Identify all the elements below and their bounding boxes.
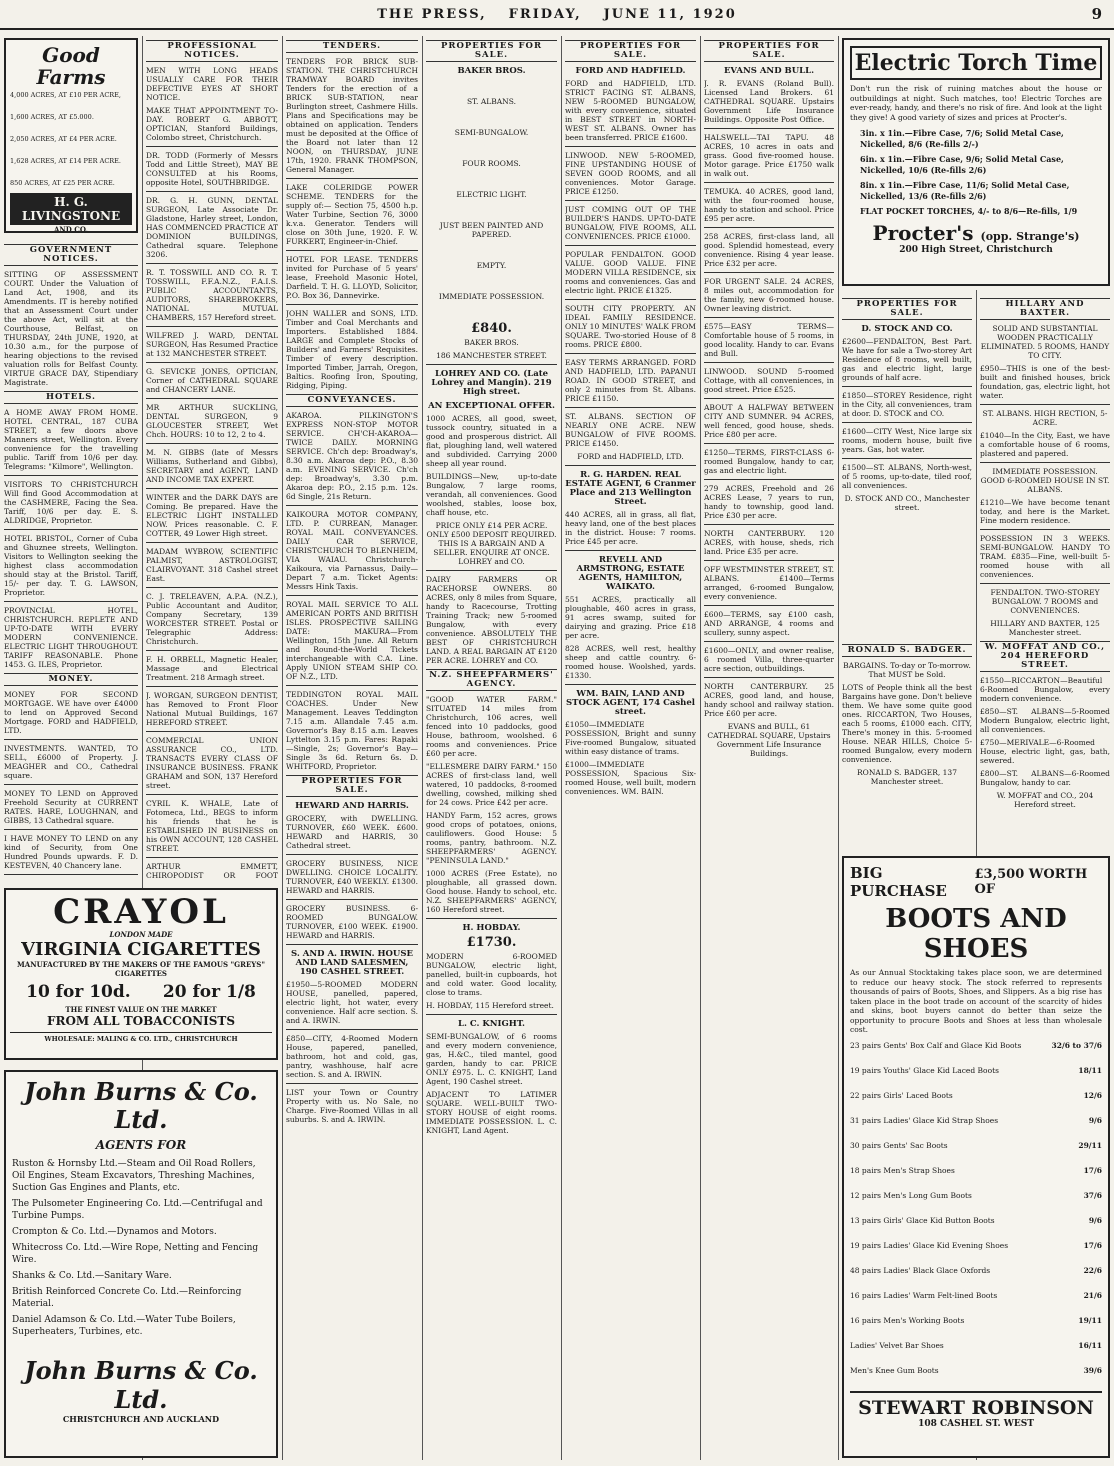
boots-item: Men's Knee Gum Boots (850, 1365, 939, 1375)
column-5 (565, 36, 696, 1458)
john-burns-ad (4, 1070, 278, 1458)
listing: SOLID AND SUBSTANTIAL WOODEN PRACTICALLY ELIMINATED. 5 ROOMS, HANDY TO CITY. (980, 324, 1110, 360)
listing-line: FOUR ROOMS. (462, 159, 521, 168)
procters-brand: Procter's (872, 221, 974, 245)
agent-name: S. AND A. IRWIN. HOUSE AND LAND SALESMEN, 190 CASHEL STREET. (291, 949, 413, 977)
tender: LAKE COLERIDGE POWER SCHEME. TENDERS for the supply of:— Section 75, 4500 h.p. Water Turbine, Section 76, 3000 k.v.a. Generator. Tenders will close on 30th June, 1920. F. W. FURKERT, Engineer-in-Chief. (286, 183, 418, 246)
agency-item: Ruston & Hornsby Ltd.—Steam and Oil Road Rollers, Oil Engines, Steam Excavators, Threshing Machines, Suction Gas Engines and Plants, etc. (12, 1159, 256, 1193)
notice: C. J. TRELEAVEN, A.P.A. (N.Z.), Public Accountant and Auditor, Company Secretary, 139 WORCESTER STREET. Postal or Telegraphic Address: Christchurch. (146, 592, 278, 646)
listing: £950—THIS is one of the best-built and finished houses, brick foundation, gas, electric light, hot water. (980, 364, 1110, 400)
listing-line: ST. ALBANS. (467, 97, 516, 106)
john-burns-footer: John Burns & Co. Ltd. (24, 1356, 258, 1414)
notice: WINTER and the DARK DAYS are Coming. Be prepared. Have the ELECTRIC LIGHT INSTALLED NOW. Prices reasonable. C. F. COTTER, 49 Lower High street. (146, 493, 278, 538)
boots-price-row (850, 1266, 1102, 1275)
crayol-makers: MANUFACTURED BY THE MAKERS OF THE FAMOUS "GREYS" CIGARETTES (17, 960, 265, 978)
column-2 (146, 36, 278, 878)
money-ad: MONEY TO LEND on Approved Freehold Security at CURRENT RATES. HARE, LOUGHNAN, and GIBBS, 13 Cathedral square. (4, 789, 138, 825)
professional-notices-heading: PROFESSIONAL NOTICES. (146, 40, 278, 62)
boots-price: 22/6 (1083, 1265, 1102, 1275)
crayol-wholesale: WHOLESALE: MALING & CO. LTD., CHRISTCHURCH (10, 1032, 272, 1043)
crayol-made: LONDON MADE (109, 930, 173, 939)
notice: WILFRED J. WARD, DENTAL SURGEON, Has Resumed Practice at 132 MANCHESTER STREET. (146, 331, 278, 358)
listing: EASY TERMS ARRANGED. FORD AND HADFIELD, LTD. PAPANUI ROAD. IN GOOD STREET, and only 2 minutes from St. Albans. PRICE £1150. (565, 358, 696, 403)
conveyance: KAIKOURA MOTOR COMPANY, LTD. P. CURREAN, Manager. ROYAL MAIL CONVEYANCES. DAILY CAR SERVICE, CHRISTCHURCH TO BLENHEIM, VIA WAIAU. Christchurch-Kaikoura, via Parnassus, Daily—Depart 7 a.m. Ticket Agents: Messrs Hink Taxis. (286, 510, 418, 591)
boots-item: 19 pairs Ladies' Glace Kid Evening Shoes (850, 1240, 1009, 1250)
notice: R. T. TOSSWILL AND CO. R. T. TOSSWILL, F.F.A.N.Z., F.A.I.S. PUBLIC ACCOUNTANTS, AUDITORS, SHAREBROKERS, NATIONAL MUTUAL CHAMBERS, 157 Hereford street. (146, 268, 278, 322)
agent-address: RONALD S. BADGER, 137 Manchester street. (857, 768, 957, 786)
listing: IMMEDIATE POSSESSION. GOOD 6-ROOMED HOUSE IN ST. ALBANS. (980, 467, 1110, 494)
good-farms-title: Good Farms (36, 43, 106, 89)
boots-price: 29/11 (1078, 1140, 1102, 1150)
agent-address: 186 MANCHESTER STREET. (436, 351, 547, 360)
listing: £1040—In the City, East, we have a comfortable house of 6 rooms, plastered and papered. (980, 431, 1110, 458)
farm-line: 4,000 ACRES, AT £10 PER ACRE, (10, 91, 121, 99)
listing: £1950—5-ROOMED MODERN HOUSE, panelled, papered, electric light, hot water, every convenience. Half acre section. S. and A. IRWIN. (286, 980, 418, 1025)
money-ad: INVESTMENTS. WANTED, TO SELL, £6000 of Property. J. MEAGHER and CO., Cathedral square. (4, 744, 138, 780)
agent-heading: W. MOFFAT AND CO., 204 HEREFORD STREET. (980, 641, 1110, 672)
agents-for-label: AGENTS FOR (95, 1138, 187, 1152)
provincial-hotel-ad: PROVINCIAL HOTEL, CHRISTCHURCH. REPLETE AND UP-TO-DATE WITH EVERY MODERN CONVENIENCE. ELECTRIC LIGHT THROUGHOUT. TARIFF REASONABLE. Phone 1453. G. ILES, Proprietor. (4, 606, 138, 669)
agent-name: LOHREY AND CO. (Late Lohrey and Mangin). 219 High street. (431, 369, 552, 397)
boots-item: 13 pairs Girls' Glace Kid Button Boots (850, 1215, 995, 1225)
procters-address: 200 High Street, Christchurch (899, 245, 1053, 255)
listing: 1000 ACRES, all good, sweet, tussock country, situated in a good and prosperous district. All flat, ploughing land, well watered and subdivided. Carrying 2000 sheep all year round. (426, 414, 557, 468)
listing: £600—TERMS, say £100 cash, AND ARRANGE, 4 rooms and scullery, sunny aspect. (704, 610, 834, 637)
boots-price: 21/6 (1083, 1290, 1102, 1300)
boots-price-row (850, 1316, 1102, 1325)
agency-item: Crompton & Co. Ltd.—Dynamos and Motors. (12, 1227, 217, 1237)
notice: MEN WITH LONG HEADS USUALLY CARE FOR THEIR DEFECTIVE EYES AT SHORT NOTICE. (146, 66, 278, 102)
tender: TENDERS FOR BRICK SUB-STATION. THE CHRISTCHURCH TRAMWAY BOARD invites Tenders for the erection of a BRICK SUB-STATION, near Burlington street, Cashmere Hills. Plans and Specifications may be obtained on application. Tenders must be deposited at the Office of the Board not later than 12 NOON, on THURSDAY, JUNE 17th, 1920. FRANK THOMPSON, General Manager. (286, 57, 418, 174)
torch-price: 3in. x 1in.—Fibre Case, 7/6; Solid Metal Case, Nickelled, 8/6 (Re-fills 2/-) (860, 128, 1064, 149)
notice: F. H. ORBELL, Magnetic Healer, Massage and Electrical Treatment. 218 Armagh street. (146, 655, 278, 682)
boots-item: 23 pairs Gents' Box Calf and Glace Kid Boots (850, 1040, 1022, 1050)
agent-heading: HILLARY AND BAXTER. (980, 298, 1110, 320)
column-divider (282, 36, 283, 1460)
good-farms-ad (4, 38, 138, 233)
listing: £1500—ST. ALBANS, North-west, of 5 rooms, up-to-date, tiled roof, all conveniences. (842, 463, 972, 490)
boots-price: 32/6 to 37/6 (1051, 1040, 1102, 1050)
boots-price-row (850, 1291, 1102, 1300)
listing: SOUTH CITY PROPERTY. AN IDEAL FAMILY RESIDENCE. ONLY 10 MINUTES' WALK FROM SQUARE. Two-storied House of 8 rooms. PRICE £800. (565, 304, 696, 349)
boots-price-row (850, 1141, 1102, 1150)
listing: 440 ACRES, all in grass, all flat, heavy land, one of the best places in the district. House: 7 rooms. Price £45 per acre. (565, 510, 696, 546)
hotel-central-ad: A HOME AWAY FROM HOME. HOTEL CENTRAL, 187 CUBA STREET, a few doors above Manners street, Wellington. Every convenience for the travelling public. Tariff from 10/6 per day. Telegrams: "Kilmore", Wellington. (4, 408, 138, 471)
listing-line: ELECTRIC LIGHT. (456, 190, 527, 199)
listing: 279 ACRES, Freehold and 26 ACRES Lease, 7 years to run, handy to township, good land. Price £30 per acre. (704, 484, 834, 520)
electric-torch-ad (842, 38, 1110, 286)
listing-line: IMMEDIATE POSSESSION. (438, 292, 545, 301)
boots-title: BOOTS AND SHOES (885, 904, 1067, 964)
listing: £1600—ONLY, and owner realise, 6 roomed Villa, three-quarter acre section, outbuildings. (704, 646, 834, 673)
livingstone-sub: AND CO. (53, 225, 89, 233)
listing: FOR URGENT SALE. 24 ACRES, 8 miles out, accommodation for the family, new 6-roomed house. Owner leaving district. (704, 277, 834, 313)
listing: 258 ACRES, first-class land, all good. Splendid homestead, every convenience. Rising 4 year lease. Price £32 per acre. (704, 232, 834, 268)
crayol-price-20: 20 for 1/8 (162, 982, 256, 1002)
listing-price: £1730. (466, 935, 517, 950)
column-6 (704, 36, 834, 1458)
listing: LOTS of People think all the best Bargains have gone. Don't believe them. We have some quite good ones. RICCARTON, Two Houses, each 5 rooms, £1000 each. CITY, There's money in this. 5-roomed House. NEAR HILLS, Choice 5-roomed Bungalow, every modern convenience. (842, 683, 972, 764)
masthead (0, 0, 1114, 30)
listing: £850—CITY, 4-Roomed Modern House, papered, panelled, bathroom, hot and cold, gas, pantry, washhouse, half acre section. S. and A. IRWIN. (286, 1034, 418, 1079)
listing: BUILDINGS—New, up-to-date Bungalow, 7 large rooms, verandah, all conveniences. Good woolshed, stables, loose box, chaff house, etc. (426, 472, 557, 517)
boots-price-row (850, 1216, 1102, 1225)
boots-price: 17/6 (1083, 1165, 1102, 1175)
agent-name: H. HOBDAY. (462, 923, 521, 933)
listing: £2600—FENDALTON, Best Part. We have for sale a Two-storey Art Residence of 8 rooms, well built, gas and electric light, large grounds of half acre. (842, 337, 972, 382)
listing: ABOUT A HALFWAY BETWEEN CITY AND SUMNER. 94 ACRES, well fenced, good house, sheds. Price £80 per acre. (704, 403, 834, 439)
boots-item: 48 pairs Ladies' Black Glace Oxfords (850, 1265, 991, 1275)
listing: FORD and HADFIELD, LTD. STRICT FACING ST. ALBANS, NEW 5-ROOMED BUNGALOW, with every convenience, situated in BEST STREET in NORTH-WEST ST. ALBANS. Owner has been transferred. PRICE £1600. (565, 79, 696, 142)
agent-name: EVANS AND BULL. (723, 66, 815, 76)
boots-item: 30 pairs Gents' Sac Boots (850, 1140, 948, 1150)
column-divider (422, 36, 423, 1460)
hotel-bristol-ad: HOTEL BRISTOL, Corner of Cuba and Ghuznee streets, Wellington. Visitors to Wellington seeking the highest class accommodation should stay at the Bristol. Tariff, 15/- per day. T. G. LAWSON, Proprietor. (4, 534, 138, 597)
boots-item: Ladies' Velvet Bar Shoes (850, 1340, 944, 1350)
boots-item: 12 pairs Men's Long Gum Boots (850, 1190, 972, 1200)
listing-line: JUST BEEN PAINTED AND PAPERED. (439, 221, 544, 239)
notice: J. WORGAN, SURGEON DENTIST, has Removed to Front Floor National Mutual Buildings, 167 HEREFORD STREET. (146, 691, 278, 727)
properties-heading: PROPERTIES FOR SALE. (565, 40, 696, 62)
boots-item: 16 pairs Men's Working Boots (850, 1315, 965, 1325)
boots-price-row (850, 1066, 1102, 1075)
agent-name: D. STOCK AND CO. (861, 324, 953, 334)
agent-heading: N.Z. SHEEPFARMERS' AGENCY. (426, 669, 557, 691)
torch-price: FLAT POCKET TORCHES, 4/- to 8/6—Re-fills, 1/9 (860, 206, 1078, 216)
listing: £1600—CITY West, Nice large six rooms, modern house, built five years. Gas, hot water. (842, 427, 972, 454)
column-divider (561, 36, 562, 1460)
agent-address: H. HOBDAY, 115 Hereford street. (426, 1001, 554, 1010)
agent-address: HILLARY AND BAXTER, 125 Manchester street. (990, 619, 1100, 637)
crayol-price-10: 10 for 10d. (26, 982, 131, 1002)
agent-name: WM. BAIN, LAND AND STOCK AGENT, 174 Cashel street. (566, 689, 695, 717)
money-ad: I HAVE MONEY TO LEND on any kind of Security, from One Hundred Pounds upwards. F. D. KESTEVEN, 40 Chancery lane. (4, 834, 138, 870)
torch-price: 6in. x 1in.—Fibre Case, 9/6; Solid Metal Case, Nickelled, 10/6 (Re-fills 2/6) (860, 154, 1064, 175)
listing: LINWOOD. SOUND 5-roomed Cottage, with all conveniences, in good street. Price £525. (704, 367, 834, 394)
boots-price: 12/6 (1083, 1090, 1102, 1100)
farm-line: 2,050 ACRES, AT £4 PER ACRE. (10, 135, 117, 143)
government-notices-heading: GOVERNMENT NOTICES. (4, 244, 138, 266)
listing: ST. ALBANS. SECTION OF NEARLY ONE ACRE. NEW BUNGALOW of FIVE ROOMS. PRICE £1450. (565, 412, 696, 448)
livingstone-brand: H. G. LIVINGSTONE (10, 193, 132, 225)
boots-price: 19/11 (1078, 1315, 1102, 1325)
boots-item: 16 pairs Ladies' Warm Felt-lined Boots (850, 1290, 998, 1300)
boots-top: BIG PURCHASE (850, 864, 947, 900)
stewart-robinson-address: 108 CASHEL ST. WEST (918, 1418, 1034, 1429)
boots-price-row (850, 1191, 1102, 1200)
notice: COMMERCIAL UNION ASSURANCE CO., LTD. TRANSACTS EVERY CLASS OF INSURANCE BUSINESS. FRANK GRAHAM and SON, 137 Hereford street. (146, 736, 278, 790)
notice: ARTHUR EMMETT, CHIROPODIST OR FOOT (146, 862, 278, 878)
listing: SEMI-BUNGALOW, of 6 rooms and every modern convenience, gas, H.&C., tiled mantel, good garden, handy to car. PRICE ONLY £975. L. C. KNIGHT, Land Agent, 190 Cashel street. (426, 1032, 557, 1086)
listing-line: SEMI-BUNGALOW. (454, 128, 529, 137)
boots-price: 37/6 (1083, 1190, 1102, 1200)
agent-name: REVELL AND ARMSTRONG, ESTATE AGENTS, HAMILTON, WAIKATO. (576, 555, 685, 592)
stewart-robinson-brand: STEWART ROBINSON (850, 1391, 1102, 1419)
listing: TEMUKA. 40 ACRES, good land, with the four-roomed house, handy to station and school. Price £95 per acre. (704, 187, 834, 223)
torch-title: Electric Torch Time (850, 46, 1102, 80)
listing: £1850—STOREY Residence, right in the City, all conveniences, tram at door. D. STOCK and CO. (842, 391, 972, 418)
boots-item: 31 pairs Ladies' Glace Kid Strap Shoes (850, 1115, 999, 1125)
column-7-lower (842, 640, 972, 848)
agent-name: R. G. HARDEN. REAL ESTATE AGENT, 6 Cranmer Place and 213 Wellington Street. (565, 470, 696, 507)
agency-item: Whitecross Co. Ltd.—Wire Rope, Netting and Fencing Wire. (12, 1243, 259, 1265)
torch-intro: Don't run the risk of ruining matches about the house or outbuildings at night. Such matches, too! Electric Torches are ever-ready, handy, and there's no risk of fire. And look at the light they give! A good variety of sizes and prices at Procter's. (850, 84, 1102, 122)
properties-heading: PROPERTIES FOR SALE. (704, 40, 834, 62)
notice: CYRIL K. WHALE, Late of Fotomeca, Ltd., BEGS to inform his friends that he is ESTABLISHED IN BUSINESS on his OWN ACCOUNT, 128 CASHEL STREET. (146, 799, 278, 853)
agent-name: FORD AND HADFIELD. (575, 66, 686, 76)
column-4 (426, 36, 557, 1458)
listing: ADJACENT TO LATIMER SQUARE. WELL-BUILT TWO-STORY HOUSE of eight rooms. IMMEDIATE POSSESSION. L. C. KNIGHT, Land Agent. (426, 1090, 557, 1135)
torch-price: 8in. x 1in.—Fibre Case, 11/6; Solid Metal Case, Nickelled, 13/6 (Re-fills 2/6) (860, 180, 1070, 201)
farm-line: 1,628 ACRES, AT £14 PER ACRE. (10, 157, 121, 165)
john-burns-heading: John Burns & Co. Ltd. (24, 1077, 258, 1134)
listing: JUST COMING OUT OF THE BUILDER'S HANDS. UP-TO-DATE BUNGALOW, FIVE ROOMS, ALL CONVENIENCES. PRICE £1000. (565, 205, 696, 241)
listing: LINWOOD. NEW 5-ROOMED, FINE UPSTANDING HOUSE of SEVEN GOOD ROOMS, and all conveniences. Motor Garage. PRICE £1250. (565, 151, 696, 196)
boots-price-row (850, 1341, 1102, 1350)
listing: NORTH CANTERBURY. 25 ACRES, good land, and house, handy school and railway station. Price £60 per acre. (704, 682, 834, 718)
listing: £1050—IMMEDIATE POSSESSION, Bright and sunny Five-roomed Bungalow, situated within easy distance of trams. (565, 720, 696, 756)
agent-heading: RONALD S. BADGER. (842, 644, 972, 657)
agency-item: British Reinforced Concrete Co. Ltd.—Reinforcing Material. (12, 1287, 242, 1309)
listing: £1250—TERMS, FIRST-CLASS 6-roomed Bungalow, handy to car, gas and electric light. (704, 448, 834, 475)
boots-price-list (850, 1041, 1102, 1375)
money-heading: MONEY. (4, 673, 138, 686)
notice: DR. G. H. GUNN, DENTAL SURGEON, Late Associate Dr. Gladstone, Harley street, London, HAS COMMENCED PRACTICE AT DOMINION BUILDINGS, Cathedral square. Telephone 3206. (146, 196, 278, 259)
farm-line: 850 ACRES, AT £25 PER ACRE. (10, 179, 115, 187)
assessment-court-notice: SITTING OF ASSESSMENT COURT. Under the Valuation of Land Act, 1908, and its Amendments. IT is hereby notified that an Assessment Court under the above Act, will sit at the Courthouse, Belfast, on THURSDAY, 24th JUNE, 1920, at 10.30 a.m., for the purpose of hearing objections to the revised valuation rolls for Belfast County. VIRTUE GRACE DAY, Stipendiary Magistrate. (4, 270, 138, 387)
listing: POSSESSION IN 3 WEEKS. SEMI-BUNGALOW. HANDY TO TRAM. £835—Fine, well-built 5-roomed house with all conveniences. (980, 534, 1110, 579)
boots-item: 18 pairs Men's Strap Shoes (850, 1165, 955, 1175)
boots-price: 18/11 (1078, 1065, 1102, 1075)
boots-price-row (850, 1241, 1102, 1250)
boots-price-row (850, 1091, 1102, 1100)
column-7 (842, 294, 972, 630)
boots-price-row (850, 1166, 1102, 1175)
listing: HALSWELL—TAI TAPU. 48 ACRES, 10 acres in oats and grass. Good five-roomed house. Motor garage. Price £1750 walk in walk out. (704, 133, 834, 178)
listing: £575—EASY TERMS—Comfortable house of 5 rooms, in good locality. Handy to car. Evans and Bull. (704, 322, 834, 358)
masthead-date: JUNE 11, 1920 (603, 6, 737, 22)
listing: £800—ST. ALBANS—6-Roomed Bungalow, handy to car. (980, 769, 1110, 787)
agency-item: Daniel Adamson & Co. Ltd.—Water Tube Boilers, Superheaters, Turbines, etc. (12, 1315, 236, 1337)
offer-heading: AN EXCEPTIONAL OFFER. (428, 401, 555, 411)
listing: HANDY Farm, 152 acres, grows good crops of potatoes, onions, cauliflowers. Good House: 5 rooms, pantry, bathroom. N.Z. SHEEPFARMERS' AGENCY. "PENINSULA LAND." (426, 811, 557, 865)
notice: MAKE THAT APPOINTMENT TO-DAY. ROBERT G. ABBOTT, OPTICIAN, Stanford Buildings, Colombo street, Christchurch. (146, 106, 278, 142)
listing: OFF WESTMINSTER STREET, ST. ALBANS. £1400—Terms arranged, 6-roomed Bungalow, every convenience. (704, 565, 834, 601)
tender: JOHN WALLER and SONS, LTD. Timber and Coal Merchants and Importers. Established 1884. LARGE and Complete Stocks of Builders' and Farmers' Requisites. Timber of every description. Imported Timber, Jarrah, Oregon, Baltics. Roofing Iron, Spouting, Ridging, Piping. (286, 309, 418, 390)
crayol-product: VIRGINIA CIGARETTES (21, 939, 261, 960)
agent-name: FORD and HADFIELD, LTD. (577, 452, 684, 461)
listing: GROCERY BUSINESS. 6-ROOMED BUNGALOW. TURNOVER, £100 WEEK. £1900. HEWARD and HARRIS. (286, 904, 418, 940)
john-burns-locations: CHRISTCHURCH AND AUCKLAND (62, 1414, 220, 1424)
conveyance: TEDDINGTON ROYAL MAIL COACHES. Under New Management. Leaves Teddington 7.15 a.m. Allandale 7.45 a.m. Governor's Bay 8.15 a.m. Leaves Lyttelton 3.15 p.m. Fares: Rapaki—Single, 2s; Governor's Bay—Single 3s 6d. Return 6s. D. WHITFORD, Proprietor. (286, 690, 418, 771)
boots-price: 9/6 (1088, 1115, 1102, 1125)
agent-name: L. C. KNIGHT. (457, 1019, 526, 1029)
boots-item: 22 pairs Girls' Laced Boots (850, 1090, 953, 1100)
listing: POPULAR FENDALTON. GOOD VALUE. GOOD VALUE. FINE MODERN VILLA RESIDENCE, six rooms and conveniences. Gas and electric light. PRICE £1325. (565, 250, 696, 295)
money-ad: MONEY FOR SECOND MORTGAGE. WE have over £4000 to lend on Approved Second Mortgage. FORD and HADFIELD, LTD. (4, 690, 138, 735)
agent-address: W. MOFFAT and CO., 204 Hereford street. (996, 791, 1094, 809)
listing: 551 ACRES, practically all ploughable, 460 acres in grass, 91 acres swamp, suited for dairying and grazing. Price £18 per acre. (565, 595, 696, 640)
crayol-value: THE FINEST VALUE ON THE MARKET (65, 1005, 217, 1014)
listing: MODERN 6-ROOMED BUNGALOW, electric light, panelled, built-in cupboards, hot and cold water. Good locality, close to trams. (426, 952, 557, 997)
boots-price: 16/11 (1078, 1340, 1102, 1350)
listing: DAIRY FARMERS OR RACEHORSE OWNERS. 80 ACRES, only 8 miles from Square, handy to Racecourse, Trotting Training Track; new 5-roomed Bungalow, with every convenience. ABSOLUTELY THE BEST OF CHRISTCHURCH LAND. A REAL BARGAIN AT £120 PER ACRE. LOHREY and CO. (426, 575, 557, 665)
properties-heading: PROPERTIES FOR SALE. (426, 40, 557, 62)
listing: £850—ST. ALBANS—5-Roomed Modern Bungalow, electric light, all conveniences. (980, 707, 1110, 734)
boots-worth: £3,500 WORTH OF (974, 867, 1088, 897)
conveyance: AKAROA. PILKINGTON'S EXPRESS NON-STOP MOTOR SERVICE. CH'CH-AKAROA—TWICE DAILY. MORNING SERVICE. Ch'ch dep: Broadway's, 8.30 a.m. Akaroa dep: P.O., 8.30 a.m. EVENING SERVICE. Ch'ch dep: Broadway's, 3.30 p.m. Akaroa dep: P.O., 2.15 p.m. 12s. 6d Single, 21s Return. (286, 411, 418, 501)
column-divider (838, 36, 839, 1460)
boots-intro: As our Annual Stocktaking takes place soon, we are determined to reduce our heavy stock. The stock referred to represents thousands of pairs of Boots, Shoes, and Slippers. As a big rise has taken place in the boot trade on account of the scarcity of hides and skins, boot buyers cannot do better than seize the opportunity to procure Boots and Shoes at less than wholesale cost. (850, 968, 1102, 1034)
procters-opp: (opp. Strange's) (980, 230, 1080, 243)
boots-price-row (850, 1366, 1102, 1375)
notice: MADAM WYBROW, SCIENTIFIC PALMIST, ASTROLOGIST, CLAIRVOYANT. 318 Cashel street East. (146, 547, 278, 583)
listing: ST. ALBANS. HIGH RECTION, 5-ACRE. (982, 409, 1108, 427)
listing: "GOOD WATER FARM." SITUATED 14 miles from Christchurch, 106 acres, well fenced into 10 paddocks, good House, bathroom, woolshed. 6 rooms and conveniences. Price £60 per acre. (426, 695, 557, 758)
listing: "ELLESMERE DAIRY FARM." 150 ACRES of first-class land, well watered, 10 paddocks, 8-roomed dwelling, cowshed, milking shed for 24 cows. Price £42 per acre. (426, 762, 557, 807)
page-number: 9 (1091, 5, 1104, 23)
agency-item: The Pulsometer Engineering Co. Ltd.—Centrifugal and Turbine Pumps. (12, 1199, 263, 1221)
agent-address: D. STOCK AND CO., Manchester street. (844, 494, 970, 512)
notice: MR ARTHUR SUCKLING, DENTAL SURGEON, 9 GLOUCESTER STREET, Wet Chch. HOURS: 10 to 12, 2 to 4. (146, 403, 278, 439)
boots-price-row (850, 1116, 1102, 1125)
listing: LIST your Town or Country Property with us. No Sale, no Charge. Five-Roomed Villas in all suburbs. S. and A. IRWIN. (286, 1088, 418, 1124)
listing: £1550—RICCARTON—Beautiful 6-Roomed Bungalow, every modern convenience. (980, 676, 1110, 703)
listing: NORTH CANTERBURY. 120 ACRES, with house, sheds, rich land. Price £35 per acre. (704, 529, 834, 556)
boots-price: 9/6 (1088, 1215, 1102, 1225)
tender: HOTEL FOR LEASE. TENDERS invited for Purchase of 5 years' lease, Freehold Masonic Hotel, Darfield. T. H. G. LLOYD, Solicitor, P.O. Box 36, Dannevirke. (286, 255, 418, 300)
listing: PRICE ONLY £14 PER ACRE. ONLY £500 DEPOSIT REQUIRED. THIS IS A BARGAIN AND A SELLER. ENQUIRE AT ONCE. LOHREY and CO. (426, 521, 557, 566)
agent-address: EVANS and BULL, 61 CATHEDRAL SQUARE, Upstairs Government Life Insurance Buildings. (707, 722, 831, 758)
cashmere-ad: VISITORS TO CHRISTCHURCH Will find Good Accommodation at the CASHMERE, Facing the Sea. Tariff, 10/6 per day. E. S. ALDRIDGE, Proprietor. (4, 480, 138, 525)
properties-heading: PROPERTIES FOR SALE. (842, 298, 972, 320)
crayol-ad (4, 888, 278, 1060)
conveyance: ROYAL MAIL SERVICE TO ALL AMERICAN PORTS AND BRITISH ISLES. PROSPECTIVE SAILING DATE: MAKURA—From Wellington, 15th June. All Return and Round-the-World Tickets interchangeable with C.A. Line. Apply UNION STEAM SHIP CO. OF N.Z., LTD. (286, 600, 418, 681)
agent-name: BAKER BROS. (457, 66, 526, 76)
crayol-brand: CRAYOL (53, 892, 229, 932)
boots-price-row (850, 1041, 1102, 1050)
masthead-title: THE PRESS, (377, 6, 487, 22)
listing: FENDALTON. TWO-STOREY BUNGALOW. 7 ROOMS and CONVENIENCES. (990, 588, 1100, 615)
boots-price: 17/6 (1083, 1240, 1102, 1250)
listing: 828 ACRES, well rest, healthy sheep and cattle country. 6-roomed house. Woolshed, yards. £1330. (565, 644, 696, 680)
ship-sauce-ad (4, 879, 138, 880)
boots-and-shoes-ad (842, 856, 1110, 1458)
crayol-from: FROM ALL TOBACCONISTS (46, 1014, 235, 1028)
listing: £1210—We have become tenant today, and here is the Market. Fine modern residence. (980, 498, 1110, 525)
boots-item: 19 pairs Youths' Glace Kid Laced Boots (850, 1065, 999, 1075)
listing: J. R. EVANS (Roland Bull). Licensed Land Brokers. 61 CATHEDRAL SQUARE. Upstairs Government Life Insurance Buildings. Opposite Post Office. (704, 79, 834, 124)
agent-name: BAKER BROS. (464, 338, 519, 347)
listing: £1000—IMMEDIATE POSSESSION, Spacious Six-roomed House, well built, modern conveniences. WM. BAIN. (565, 760, 696, 796)
boots-price: 39/6 (1083, 1365, 1102, 1375)
listing: GROCERY BUSINESS, NICE DWELLING. CHOICE LOCALITY. TURNOVER, £40 WEEKLY. £1300. HEWARD and HARRIS. (286, 859, 418, 895)
listing-line: EMPTY. (476, 261, 507, 270)
notice: M. N. GIBBS (late of Messrs Williams, Sutherland and Gibbs), SECRETARY and AGENT, LAND AND INCOME TAX EXPERT. (146, 448, 278, 484)
notice: DR. TODD (Formerly of Messrs Todd and Little Street), MAY BE CONSULTED at his Rooms, opposite Hotel, SOUTHBRIDGE. (146, 151, 278, 187)
column-3 (286, 36, 418, 1458)
listing: GROCERY, with DWELLING. TURNOVER, £60 WEEK. £600. HEWARD and HARRIS, 30 Cathedral street. (286, 814, 418, 850)
hotels-heading: HOTELS. (4, 391, 138, 404)
agent-name: HEWARD AND HARRIS. (295, 801, 409, 811)
conveyances-heading: CONVEYANCES. (286, 394, 418, 407)
agency-item: Shanks & Co. Ltd.—Sanitary Ware. (12, 1271, 172, 1281)
tenders-heading: TENDERS. (286, 40, 418, 53)
column-8 (980, 294, 1110, 848)
listing: 1000 ACRES (Free Estate), no ploughable, all grassed down. Good house. Handy to school, etc. N.Z. SHEEPFARMERS' AGENCY, 160 Hereford street. (426, 869, 557, 914)
listing: BARGAINS. To-day or To-morrow. That MUST be Sold. (843, 661, 971, 679)
farm-line: 1,600 ACRES, AT £5.000. (10, 113, 94, 121)
listing-price: £840. (471, 321, 512, 336)
column-1 (4, 240, 138, 880)
properties-heading: PROPERTIES FOR SALE. (286, 775, 418, 797)
column-divider (700, 36, 701, 1460)
listing: £750—MERIVALE—6-Roomed House, electric light, gas, bath, sewered. (980, 738, 1110, 765)
masthead-day: FRIDAY, (508, 6, 582, 22)
notice: G. SEVICKE JONES, OPTICIAN, Corner of CATHEDRAL SQUARE and CHANCERY LANE. (146, 367, 278, 394)
